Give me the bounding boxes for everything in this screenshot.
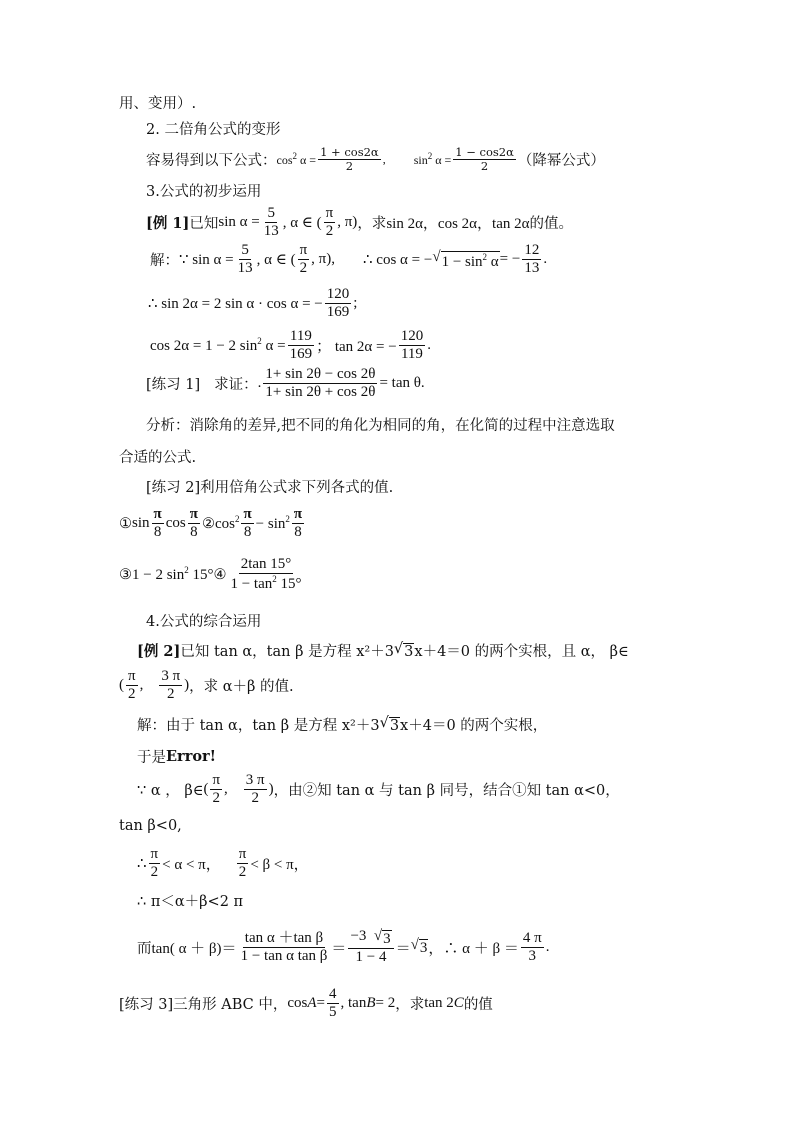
solution-line: 解：由于 tan α，tan β 是方程 x²＋3 √ 3 x＋4＝0 的两个实根， — [137, 715, 548, 734]
example-text: ，求 α＋β 的值. — [189, 679, 294, 696]
formula-line: 容易得到以下公式： $\cos^2 \alpha$ = $\frac{1 + \cos 2\alpha}{2}$ , $\sin^2 \alpha$ = $\frac{1 - \cos 2\alpha}{2}$ （降幂公式） — [146, 145, 605, 174]
practice-text: [练习 3]三角形 ABC 中， — [119, 997, 288, 1014]
lead-text: 容易得到以下公式： — [146, 153, 277, 170]
solution-text: ，由②知 tan α 与 tan β 同号，结合①知 tan α<0， — [273, 783, 620, 800]
example-text: 已知 tan α，tan β 是方程 x²＋3 — [180, 644, 394, 660]
example-text: x＋4＝0 的两个实根，且 α， β∈ — [414, 644, 629, 660]
note-text: （降幂公式） — [517, 153, 605, 170]
practice-text: 求证： — [214, 377, 258, 394]
practice-text: ，求 — [395, 997, 425, 1014]
math-line: ∴ $\frac{\pi}{2}$ < α < π， $\frac{\pi}{2}$ < β < π， — [137, 846, 309, 881]
text-line: 用、变用）. — [119, 96, 197, 112]
solution-text: x＋4＝0 的两个实根， — [400, 718, 548, 734]
example-2: [例 2] 已知 tan α，tan β 是方程 x²＋3 √ 3 x＋4＝0 的两个实根，且 α， β∈ — [137, 641, 629, 660]
example-tag: [例 1] — [146, 215, 190, 233]
practice-text: 的值 — [463, 997, 493, 1014]
analysis-line: 分析：消除角的差异,把不同的角化为相同的角，在化简的过程中注意选取 — [146, 418, 615, 434]
solution-text: 于是 — [137, 750, 166, 766]
math-line: ① sin $\frac{\pi}{8}$ cos $\frac{\pi}{8}$ ② $\cos^2$ $\frac{\pi}{8}$ − $\sin^2$ $\frac{\pi}{8}$ — [119, 506, 303, 541]
math-line: ∴ sin 2α = 2 sin α · cos α = − $\frac{120}{169}$ ; — [148, 286, 358, 321]
solution-text: ∵ α ， β∈ — [137, 783, 204, 800]
practice-2: [练习 2]利用倍角公式求下列各式的值. — [146, 480, 394, 496]
section-2-title: 2. 二倍角公式的变形 — [146, 122, 281, 138]
math-line: ∵ α ， β∈ ( $\frac{\pi}{2}$ , $\frac{3 \pi}{2}$ ) ，由②知 tan α 与 tan β 同号，结合①知 tan α<0， — [137, 772, 620, 807]
example-text: 的值。 — [529, 216, 573, 233]
section-4-title: 4.公式的综合运用 — [146, 614, 262, 630]
math-line: tan β<0, — [119, 818, 182, 834]
example-tag: [例 2] — [137, 643, 181, 660]
practice-1: [练习 1] 求证： . $\frac{1+ \sin 2\theta - \cos 2\theta}{1+ \sin 2\theta + \cos 2\theta}$ = tan θ. — [146, 366, 425, 401]
example-text: 已知 — [189, 216, 219, 233]
example-text: ，求 — [357, 216, 387, 233]
section-3-title: 3.公式的初步运用 — [146, 184, 262, 200]
practice-tag: [练习 1] — [146, 377, 201, 394]
practice-3: [练习 3]三角形 ABC 中， cos A = $\frac{4}{5}$ , tan B = 2 ，求 tan 2 C 的值 — [119, 986, 493, 1021]
example-1: [例 1] 已知 sin α = $\frac{5}{13}$ , α ∈ ( $\frac{\pi}{2}$ , π) ，求 sin 2α，cos 2α，tan 2α 的值。 — [146, 205, 573, 240]
solution-text: 而 — [137, 940, 152, 957]
error-text: Error! — [166, 748, 217, 765]
solution-text: 解：由于 tan α，tan β 是方程 x²＋3 — [137, 718, 380, 734]
solution-label: 解： — [150, 253, 179, 270]
solution-line: 解： ∵ sin α = $\frac{5}{13}$ , α ∈ ( $\frac{\pi}{2}$ , π), ∴ cos α = − √ $1 - \sin^2 \alpha$ = − $\frac{12}{13}$ . — [150, 242, 548, 277]
math-line: ∴ π＜α＋β<2 π — [137, 894, 244, 910]
solution-line — [137, 746, 216, 767]
math-line: cos 2α = 1 − 2 $\sin^2 \alpha$ = $\frac{119}{169}$ ； tan 2α = − $\frac{120}{119}$ . — [150, 328, 431, 363]
math-line: ( $\frac{\pi}{2}$ , $\frac{3 \pi}{2}$ ) ，求 α＋β 的值. — [119, 668, 294, 703]
analysis-line: 合适的公式. — [119, 450, 197, 466]
math-line: 而 tan( α ＋ β)＝ $\frac{\text{tan α ＋tan β}}{\text{1 − tan α tan β}}$ ＝ −3 √ 3 1 − 4 ＝ √ 3 ，∴ α ＋ β ＝ $\frac{4 \pi}{3}$ . — [137, 928, 550, 966]
math-line: ③ 1 − 2 $\sin^2 15^\circ$ ④ $\frac{2\tan 15^\circ}{1 - \tan^2 15^\circ}$ — [119, 556, 302, 593]
